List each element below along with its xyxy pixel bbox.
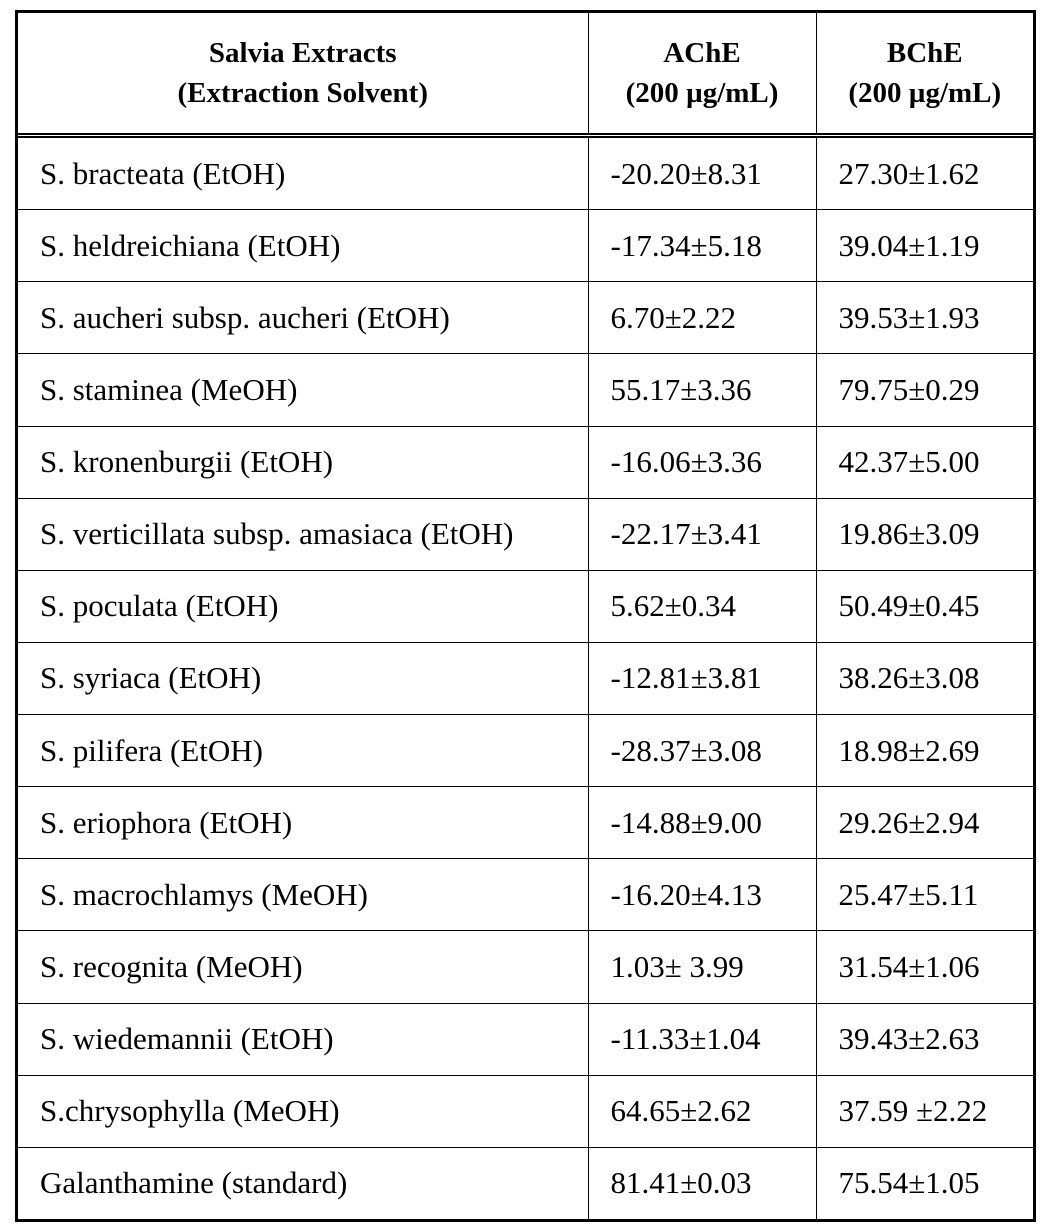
table-row (18, 787, 1033, 859)
table-row (18, 931, 1033, 1003)
header-extracts-line1: Salvia Extracts (208, 37, 397, 69)
ache-cell: 55.17±3.36 (588, 354, 816, 426)
bche-cell: 39.53±1.93 (816, 282, 1033, 354)
ache-cell: 6.70±2.22 (588, 282, 816, 354)
ache-cell: -16.06±3.36 (588, 426, 816, 498)
table-header-row (18, 13, 1033, 136)
extract-cell: S. staminea (MeOH) (18, 354, 588, 426)
table-row (18, 570, 1033, 642)
ache-cell: -20.20±8.31 (588, 136, 816, 210)
header-ache-line2: (200 µg/mL) (625, 77, 779, 109)
ache-cell: -12.81±3.81 (588, 642, 816, 714)
table-row (18, 210, 1033, 282)
table-row (18, 642, 1033, 714)
extract-cell: Galanthamine (standard) (18, 1147, 588, 1219)
ache-cell: -14.88±9.00 (588, 787, 816, 859)
table-row (18, 1147, 1033, 1219)
header-ache (588, 13, 816, 136)
ache-cell: 1.03± 3.99 (588, 931, 816, 1003)
bche-cell: 75.54±1.05 (838, 1165, 980, 1201)
table-row (18, 715, 1033, 787)
bche-cell: 39.04±1.19 (816, 210, 1033, 282)
data-table (18, 13, 1033, 1219)
table-row (18, 498, 1033, 570)
bche-cell: 38.26±3.08 (816, 642, 1033, 714)
extract-cell: S. verticillata subsp. amasiaca (EtOH) (18, 498, 588, 570)
extract-cell: S. heldreichiana (EtOH) (18, 210, 588, 282)
bche-cell: 18.98±2.69 (816, 715, 1033, 787)
extract-cell: S. macrochlamys (MeOH) (18, 859, 588, 931)
extract-cell: S.chrysophylla (MeOH) (18, 1075, 588, 1147)
extract-cell: S. recognita (MeOH) (18, 931, 588, 1003)
extract-cell: S. bracteata (EtOH) (18, 136, 588, 210)
header-ache-line1: AChE (663, 37, 741, 69)
ache-cell: 5.62±0.34 (588, 570, 816, 642)
ache-cell: 81.41±0.03 (588, 1147, 816, 1219)
extract-cell: S. wiedemannii (EtOH) (18, 1003, 588, 1075)
extract-cell: S. syriaca (EtOH) (18, 642, 588, 714)
table-row (18, 859, 1033, 931)
bche-cell: 31.54±1.06 (816, 931, 1033, 1003)
ache-cell: -22.17±3.41 (588, 498, 816, 570)
table-row (18, 136, 1033, 210)
inhibition-table (15, 10, 1036, 1222)
table-body (18, 136, 1033, 1220)
bche-cell: 42.37±5.00 (816, 426, 1033, 498)
ache-cell: -17.34±5.18 (588, 210, 816, 282)
bche-cell: 79.75±0.29 (816, 354, 1033, 426)
extract-cell: S. pilifera (EtOH) (18, 715, 588, 787)
ache-cell: -28.37±3.08 (588, 715, 816, 787)
table-row (18, 1075, 1033, 1147)
ache-cell: -11.33±1.04 (588, 1003, 816, 1075)
table-row (18, 426, 1033, 498)
bche-cell: 29.26±2.94 (816, 787, 1033, 859)
table-row (18, 354, 1033, 426)
header-bche-line1: BChE (886, 37, 963, 69)
header-bche-line2: (200 µg/mL) (848, 77, 1002, 109)
header-bche (816, 13, 1033, 136)
bche-cell: 37.59 ±2.22 (816, 1075, 1033, 1147)
extract-cell: S. aucheri subsp. aucheri (EtOH) (18, 282, 588, 354)
ache-cell: 64.65±2.62 (588, 1075, 816, 1147)
bche-cell: 19.86±3.09 (816, 498, 1033, 570)
bche-cell: 27.30±1.62 (816, 136, 1033, 210)
bche-cell: 39.43±2.63 (816, 1003, 1033, 1075)
table-row (18, 282, 1033, 354)
extract-cell: S. poculata (EtOH) (18, 570, 588, 642)
bche-cell: 25.47±5.11 (816, 859, 1033, 931)
table-row (18, 1003, 1033, 1075)
extract-cell: S. kronenburgii (EtOH) (18, 426, 588, 498)
bche-cell: 50.49±0.45 (816, 570, 1033, 642)
header-extracts (18, 13, 588, 136)
extract-cell: S. eriophora (EtOH) (18, 787, 588, 859)
header-extracts-line2: (Extraction Solvent) (177, 77, 428, 109)
ache-cell: -16.20±4.13 (588, 859, 816, 931)
